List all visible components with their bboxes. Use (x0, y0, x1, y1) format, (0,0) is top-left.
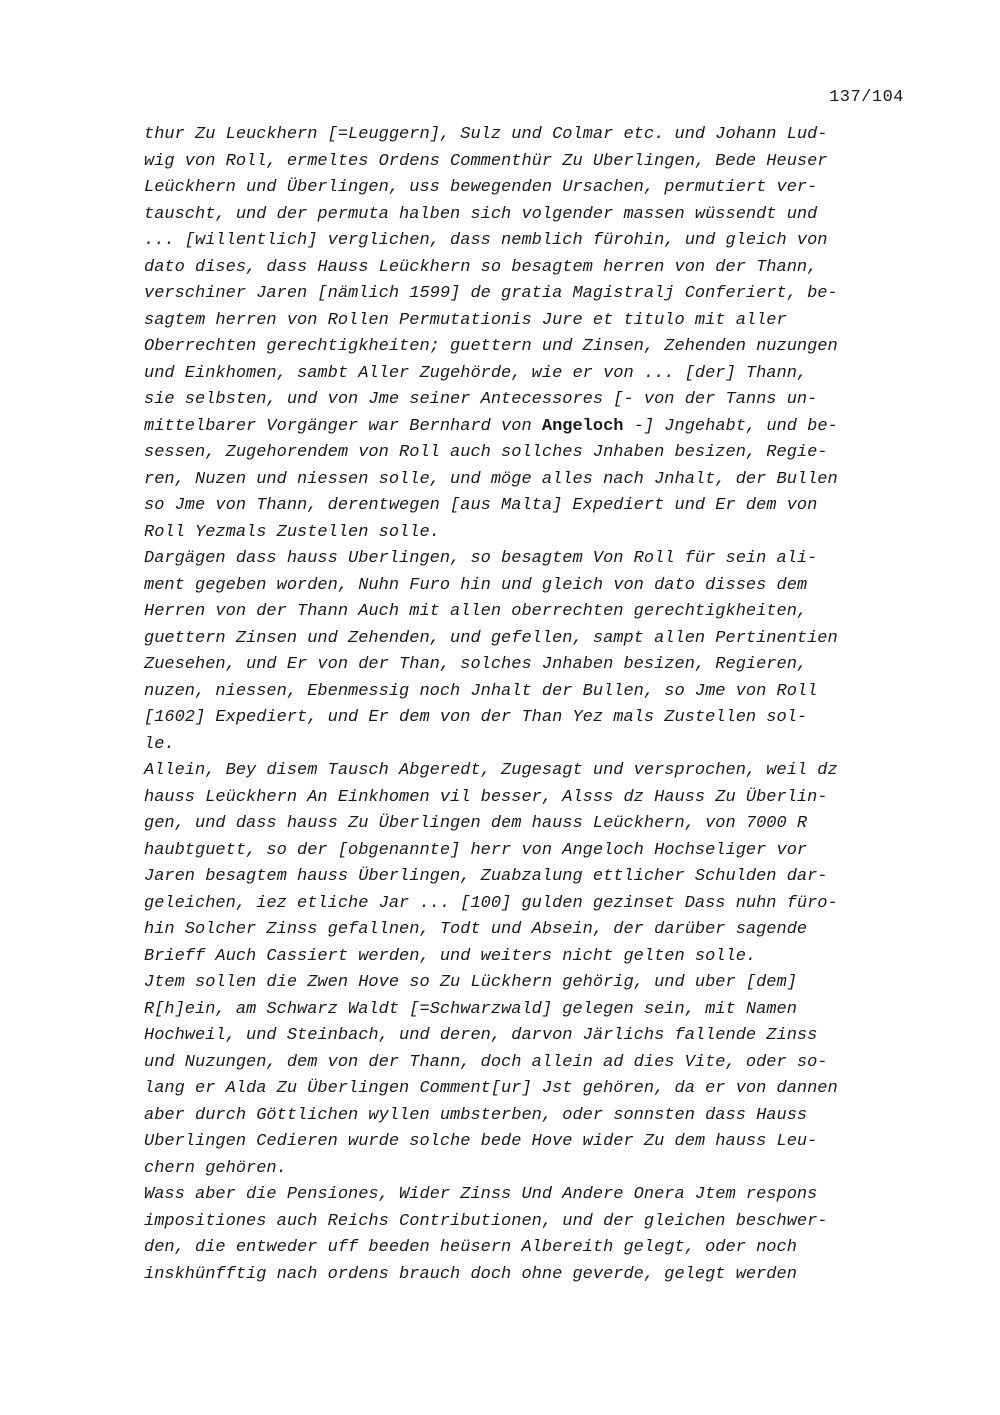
text-line (144, 679, 924, 706)
text-line (144, 970, 924, 997)
line-text: wig von Roll, ermeltes Ordens Commenthür Zu Uberlingen, Bede Heuser (144, 151, 828, 171)
line-text: impositiones auch Reichs Contributionen, und der gleichen beschwer- (144, 1211, 828, 1231)
line-text: haubtguett, so der [obgenannte] herr von Angeloch Hochseliger vor (144, 840, 808, 860)
text-line (144, 122, 924, 149)
line-text: aber durch Göttlichen wyllen umbsterben, oder sonnsten dass Hauss (144, 1105, 808, 1125)
text-line (144, 652, 924, 679)
text-line (144, 811, 924, 838)
text-line (144, 1209, 924, 1236)
text-line (144, 785, 924, 812)
text-line (144, 546, 924, 573)
text-line (144, 626, 924, 653)
text-line (144, 334, 924, 361)
text-line (144, 838, 924, 865)
line-text: so Jme von Thann, derentwegen [aus Malta] Expediert und Er dem von (144, 496, 818, 515)
line-text: sessen, Zugehorendem von Roll auch sollches Jnhaben besizen, Regie- (144, 443, 828, 462)
text-line (144, 599, 924, 626)
line-text: -] Jngehabt, und be- (623, 416, 838, 436)
text-line (144, 255, 924, 282)
line-text: hin Solcher Zinss gefallnen, Todt und Absein, der darüber sagende (144, 920, 808, 939)
text-line (144, 891, 924, 918)
line-text: ment gegeben worden, Nuhn Furo hin und gleich von dato disses dem (144, 575, 808, 595)
text-line (144, 149, 924, 176)
line-text: inskhünfftig nach ordens brauch doch ohne geverde, gelegt werden (144, 1264, 797, 1284)
line-text: thur Zu Leuckhern [=Leuggern], Sulz und Colmar etc. und Johann Lud- (144, 125, 828, 144)
line-text: guettern Zinsen und Zehenden, und gefellen, sampt allen Pertinentien (144, 628, 838, 648)
line-text: Jaren besagtem hauss Überlingen, Zuabzalung ettlicher Schulden dar- (144, 867, 828, 886)
line-text: [1602] Expediert, und Er dem von der Than Yez mals Zustellen sol- (144, 708, 808, 727)
text-line (144, 758, 924, 785)
line-text: Oberrechten gerechtigkheiten; guettern und Zinsen, Zehenden nuzungen (144, 337, 838, 356)
text-line (144, 281, 924, 308)
text-line (144, 308, 924, 335)
line-text: Wass aber die Pensiones, Wider Zinss Und Andere Onera Jtem respons (144, 1185, 818, 1204)
text-line (144, 864, 924, 891)
line-text: ... [willentlich] verglichen, dass nemblich fürohin, und gleich von (144, 231, 828, 250)
text-line (144, 1023, 924, 1050)
document-body (144, 122, 924, 1288)
line-text: sagtem herren von Rollen Permutationis Jure et titulo mit aller (144, 310, 787, 330)
text-line (144, 1262, 924, 1289)
line-text: den, die entweder uff beeden heüsern Albereith gelegt, oder noch (144, 1238, 797, 1257)
line-text: Herren von der Thann Auch mit allen oberrechten gerechtigkheiten, (144, 602, 808, 621)
text-line (144, 732, 924, 759)
line-text: und Nuzungen, dem von der Thann, doch allein ad dies Vite, oder so- (144, 1052, 828, 1072)
line-text: ren, Nuzen und niessen solle, und möge alles nach Jnhalt, der Bullen (144, 469, 838, 489)
text-line (144, 467, 924, 494)
text-line (144, 573, 924, 600)
text-line (144, 1156, 924, 1183)
text-line (144, 997, 924, 1024)
line-text: Jtem sollen die Zwen Hove so Zu Lückhern gehörig, und uber [dem] (144, 973, 797, 992)
text-line (144, 705, 924, 732)
line-text: chern gehören. (144, 1158, 287, 1178)
line-text: R[h]ein, am Schwarz Waldt [=Schwarzwald] gelegen sein, mit Namen (144, 999, 797, 1019)
line-text: gen, und dass hauss Zu Überlingen dem hauss Leückhern, von 7000 R (144, 814, 808, 833)
text-line (144, 917, 924, 944)
text-line (144, 228, 924, 255)
line-text: Roll Yezmals Zustellen solle. (144, 522, 440, 542)
text-line (144, 387, 924, 414)
line-text: Uberlingen Cedieren wurde solche bede Hove wider Zu dem hauss Leu- (144, 1132, 818, 1151)
text-line (144, 361, 924, 388)
line-text: nuzen, niessen, Ebenmessig noch Jnhalt der Bullen, so Jme von Roll (144, 681, 818, 701)
line-text: Hochweil, und Steinbach, und deren, darvon Järlichs fallende Zinss (144, 1026, 818, 1045)
line-text: Allein, Bey disem Tausch Abgeredt, Zugesagt und versprochen, weil dz (144, 761, 838, 780)
highlighted-name: Angeloch (541, 416, 624, 436)
line-text: mittelbarer Vorgänger war Bernhard von (144, 416, 542, 436)
text-line (144, 440, 924, 467)
text-line (144, 175, 924, 202)
text-line (144, 1103, 924, 1130)
line-text: Brieff Auch Cassiert werden, und weiters nicht gelten solle. (144, 946, 757, 966)
text-line (144, 1235, 924, 1262)
text-line (144, 493, 924, 520)
line-text: Leückhern und Überlingen, uss bewegenden Ursachen, permutiert ver- (144, 178, 818, 197)
line-text: hauss Leückhern An Einkhomen vil besser, Alsss dz Hauss Zu Überlin- (144, 787, 828, 807)
text-line (144, 202, 924, 229)
line-text: verschiner Jaren [nämlich 1599] de gratia Magistralj Conferiert, be- (144, 284, 838, 303)
line-text: le. (144, 734, 175, 754)
line-text: geleichen, iez etliche Jar ... [100] gulden gezinset Dass nuhn füro- (144, 893, 838, 913)
text-line (144, 520, 924, 547)
page-number: 137/104 (829, 88, 904, 107)
line-text: Zuesehen, und Er von der Than, solches Jnhaben besizen, Regieren, (144, 655, 808, 674)
text-line (144, 1129, 924, 1156)
text-line (144, 1182, 924, 1209)
line-text: lang er Alda Zu Überlingen Comment[ur] Jst gehören, da er von dannen (144, 1079, 838, 1098)
line-text: Dargägen dass hauss Uberlingen, so besagtem Von Roll für sein ali- (144, 549, 818, 568)
line-text: sie selbsten, und von Jme seiner Antecessores [- von der Tanns un- (144, 390, 818, 409)
text-line (144, 1050, 924, 1077)
line-text: tauscht, und der permuta halben sich volgender massen wüssendt und (144, 204, 818, 224)
text-line (144, 944, 924, 971)
text-line (144, 414, 924, 441)
line-text: dato dises, dass Hauss Leückhern so besagtem herren von der Thann, (144, 257, 818, 277)
line-text: und Einkhomen, sambt Aller Zugehörde, wie er von ... [der] Thann, (144, 363, 808, 383)
text-line (144, 1076, 924, 1103)
